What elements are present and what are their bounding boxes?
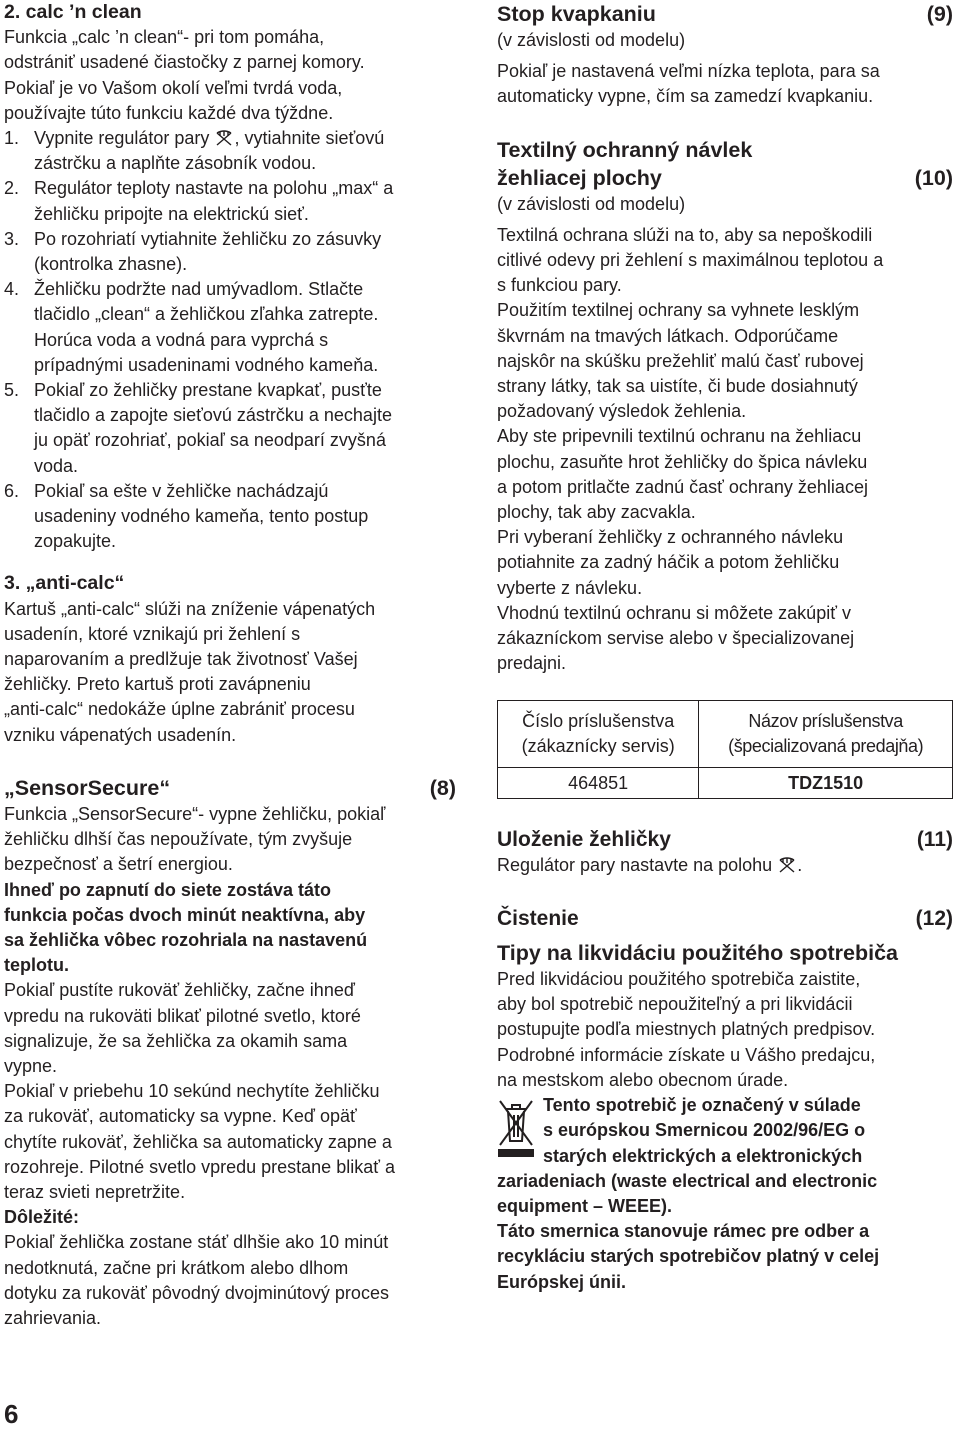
cell-line: (zákaznícky servis): [521, 736, 675, 757]
step-text-part: Vypnite regulátor pary: [34, 128, 215, 149]
step-text-part: , vytiahnite sieťovú: [234, 128, 385, 149]
step-text-part: Pokiaľ zo žehličky prestane kvapkať, pusťte: [34, 380, 382, 401]
cover-p4: [497, 525, 953, 601]
step-6: [4, 479, 456, 555]
step-4: [4, 277, 456, 378]
step-text-part: Horúca voda a vodná para vyprchá s: [34, 329, 329, 350]
step-number: 4.: [4, 279, 20, 300]
important-text: [4, 1230, 456, 1331]
text-line: plochy, tak aby zacvakla.: [497, 502, 696, 523]
text-line: Pokiaľ pustíte rukoväť žehličky, začne ihneď: [4, 980, 355, 1001]
step-text: [34, 378, 456, 479]
step-number: 2.: [4, 178, 20, 199]
step-number: 3.: [4, 228, 20, 249]
cell-line: (špecializovaná predajňa): [728, 736, 924, 757]
text-line: funkcia počas dvoch minút neaktívna, aby: [4, 904, 366, 925]
text-line: používajte túto funkciu každé dva týždne.: [4, 102, 334, 123]
step-3: [4, 227, 456, 277]
sensor-title: „SensorSecure“: [4, 775, 171, 800]
text-line: rozohreje. Pilotné svetlo vpredu prestane blikať a: [4, 1156, 395, 1177]
text-line: potiahnite za zadný háčik a potom žehličku: [497, 552, 840, 573]
sensor-intro: [4, 802, 456, 878]
cell-line: Názov príslušenstva: [748, 711, 903, 732]
text-line: Pokiaľ žehlička zostane stáť dlhšie ako 10 minút: [4, 1232, 389, 1253]
text-line: naparovaním a predlžuje tak životnosť Vašej: [4, 649, 358, 670]
table-row: [498, 768, 953, 799]
cover-title: Textilný ochranný návlek: [497, 137, 753, 162]
cover-heading-line1: [497, 136, 953, 164]
cell-line: Číslo príslušenstva: [522, 711, 675, 732]
text-line: za rukoväť, automaticky sa vypne. Keď opäť: [4, 1106, 357, 1127]
step-text-part: prípadnými usadeninami vodného kameňa.: [34, 354, 379, 375]
text-line: Kartuš „anti-calc“ slúži na zníženie vápenatých: [4, 598, 376, 619]
text-line: Európskej únii.: [497, 1271, 627, 1292]
text-line: škvrnám na tmavých látkach. Odporúčame: [497, 325, 839, 346]
text-line: Funkcia „SensorSecure“- vypne žehličku, pokiaľ: [4, 803, 386, 824]
text-line: na mestskom alebo obecnom úrade.: [497, 1069, 789, 1090]
step-text-part: Pokiaľ sa ešte v žehličke nachádzajú: [34, 480, 329, 501]
step-text-part: Po rozohriatí vytiahnite žehličku zo zásuvky: [34, 228, 382, 249]
text-line: Pred likvidáciou použitého spotrebiča zaistite,: [497, 969, 861, 990]
step-text-part: zopakujte.: [34, 531, 117, 552]
storage-text: [497, 853, 953, 878]
sensor-heading: [4, 774, 456, 802]
step-text: [34, 479, 456, 555]
cleaning-title: Čistenie: [497, 906, 579, 930]
table-header-cell: [498, 701, 699, 768]
calc-clean-intro: [4, 25, 456, 126]
calc-clean-heading: 2. calc ’n clean: [4, 1, 142, 23]
drip-heading: [497, 0, 953, 28]
right-column: [497, 0, 953, 1295]
text-line: Pokiaľ je vo Vašom okolí veľmi tvrdá voda,: [4, 77, 343, 98]
text-line: s funkciou pary.: [497, 275, 622, 296]
drip-model-note: (v závislosti od modelu): [497, 30, 686, 50]
cleaning-heading: [497, 906, 953, 931]
text-line: a potom pritlačte zadnú časť ochrany žehliacej: [497, 476, 868, 497]
anti-calc-heading: 3. „anti-calc“: [4, 572, 125, 595]
cover-number: (10): [914, 165, 953, 190]
step-5: [4, 378, 456, 479]
step-text-part: zástrčku a naplňte zásobník vodou.: [34, 153, 317, 174]
text-line: Tento spotrebič je označený v súlade: [543, 1095, 861, 1116]
text-line: Pri vyberaní žehličky z ochranného návleku: [497, 527, 844, 548]
text-line: vpredu na rukoväti blikať pilotné svetlo, ktoré: [4, 1005, 361, 1026]
text-line: zahrievania.: [4, 1307, 102, 1328]
text-line: recykláciu starých spotrebičov platný v celej: [497, 1246, 880, 1267]
step-text: [34, 176, 456, 226]
text-line: nedotknutá, začne pri krátkom alebo dlhom: [4, 1257, 349, 1278]
cover-p1: [497, 223, 953, 299]
text-part: .: [797, 854, 803, 875]
text-line: Textilná ochrana slúži na to, aby sa nepoškodili: [497, 224, 873, 245]
disposal-final: [497, 1219, 953, 1295]
text-line: equipment – WEEE).: [497, 1195, 673, 1216]
text-line: automaticky vypne, čím sa zamedzí kvapkaniu.: [497, 86, 874, 107]
disposal-title: Tipy na likvidáciu použitého spotrebiča: [497, 941, 899, 966]
table-cell: TDZ1510: [699, 768, 953, 799]
text-line: žehličky. Preto kartuš proti zavápneniu: [4, 674, 311, 695]
step-text: [34, 227, 456, 277]
text-line: „anti-calc“ nedokáže úplne zabrániť procesu: [4, 699, 355, 720]
anti-calc-text: [4, 597, 456, 748]
step-text-part: žehličku pripojte na elektrickú sieť.: [34, 203, 309, 224]
text-line: bezpečnosť a šetrí energiou.: [4, 854, 233, 875]
sensor-para2: [4, 978, 456, 1079]
step-text-part: voda.: [34, 455, 79, 476]
calc-clean-steps: [4, 126, 456, 554]
text-line: dotyku za rukoväť pôvodný dvojminútový proces: [4, 1282, 389, 1303]
step-text-part: (kontrolka zhasne).: [34, 254, 188, 275]
text-line: Podrobné informácie získate u Vášho predajcu,: [497, 1044, 876, 1065]
text-line: Aby ste pripevnili textilnú ochranu na žehliacu: [497, 426, 862, 447]
text-line: Použitím textilnej ochrany sa vyhnete lesklým: [497, 300, 860, 321]
accessory-table: [497, 700, 953, 799]
text-line: chytíte rukoväť, žehlička sa automaticky zapne a: [4, 1131, 392, 1152]
step-number: 5.: [4, 380, 20, 401]
sensor-bold-note: [4, 878, 456, 979]
steam-off-icon: [214, 129, 234, 147]
page-number: 6: [4, 1399, 19, 1429]
text-line: signalizuje, že sa žehlička za okamih sama: [4, 1030, 348, 1051]
sensor-para3: [4, 1079, 456, 1205]
text-line: strany látky, tak sa uistíte, či bude dosiahnutý: [497, 376, 858, 397]
text-line: Funkcia „calc ’n clean“- pri tom pomáha,: [4, 27, 325, 48]
text-line: odstrániť usadené čiastočky z parnej komory.: [4, 52, 365, 73]
text-line: vyberte z návleku.: [497, 577, 643, 598]
text-line: Pokiaľ v priebehu 10 sekúnd nechytíte žehličku: [4, 1081, 380, 1102]
step-text-part: ju opäť rozohriať, pokiaľ sa neodparí zvyšná: [34, 430, 386, 451]
text-line: Vhodnú textilnú ochranu si môžete zakúpiť v: [497, 602, 851, 623]
text-line: Táto smernica stanovuje rámec pre odber a: [497, 1221, 870, 1242]
text-line: teraz svieti nepretržite.: [4, 1181, 186, 1202]
drip-title: Stop kvapkaniu: [497, 2, 656, 26]
sensor-number: (8): [429, 775, 456, 800]
step-text-part: tlačidlo „clean“ a žehličkou zľahka zatrepte.: [34, 304, 379, 325]
cover-p3: [497, 424, 953, 525]
step-text-part: Regulátor teploty nastavte na polohu „max“ a: [34, 178, 394, 199]
step-text-part: usadeniny vodného kameňa, tento postup: [34, 506, 369, 527]
left-column: [4, 0, 456, 1331]
important-label: Dôležité:: [4, 1207, 80, 1228]
text-line: plochu, zasuňte hrot žehličky do špica návleku: [497, 451, 868, 472]
step-2: [4, 176, 456, 226]
text-line: postupujte podľa miestnych platných predpisov.: [497, 1019, 876, 1040]
storage-title: Uloženie žehličky: [497, 828, 671, 852]
cleaning-number: (12): [915, 906, 953, 930]
text-line: aby bol spotrebič nepoužiteľný a pri likvidácii: [497, 994, 853, 1015]
text-line: citlivé odevy pri žehlení s maximálnou teplotou a: [497, 250, 884, 271]
text-line: predajni.: [497, 653, 567, 674]
storage-number: (11): [916, 828, 953, 852]
text-line: starých elektrických a elektronických: [543, 1145, 863, 1166]
cover-p2: [497, 298, 953, 424]
step-1: [4, 126, 456, 176]
text-line: Ihneď po zapnutí do siete zostáva táto: [4, 879, 331, 900]
cover-heading-line2: [497, 164, 953, 192]
cover-p5: [497, 601, 953, 677]
text-line: žehličku dlhší čas nepoužívate, tým zvyšuje: [4, 829, 353, 850]
step-text-part: Žehličku podržte nad umývadlom. Stlačte: [34, 279, 364, 300]
text-line: sa žehlička vôbec rozohriala na nastavenú: [4, 929, 368, 950]
table-header-row: [498, 701, 953, 768]
text-line: vzniku vápenatých usadenín.: [4, 724, 237, 745]
table-cell: 464851: [498, 768, 699, 799]
text-line: s európskou Smernicou 2002/96/EG o: [543, 1120, 866, 1141]
table-header-cell: [699, 701, 953, 768]
text-line: teplotu.: [4, 955, 69, 976]
disposal-heading: [497, 939, 953, 967]
disposal-text: [497, 967, 953, 1093]
cover-model-note: (v závislosti od modelu): [497, 193, 686, 214]
storage-heading: [497, 827, 953, 852]
text-line: požadovaný výsledok žehlenia.: [497, 401, 747, 422]
weee-block: [497, 1093, 953, 1219]
text-line: najskôr na skúšku prežehliť malú časť rubovej: [497, 350, 864, 371]
step-text-part: tlačidlo a zapojte sieťovú zástrčku a nechajte: [34, 405, 392, 426]
crossed-bin-icon: [497, 1097, 535, 1159]
cover-title-cont: žehliacej plochy: [497, 165, 662, 190]
step-number: 1.: [4, 128, 20, 149]
text-line: vypne.: [4, 1055, 58, 1076]
step-text: [34, 277, 456, 378]
text-part: Regulátor pary nastavte na polohu: [497, 854, 778, 875]
text-line: Pokiaľ je nastavená veľmi nízka teplota, para sa: [497, 61, 880, 82]
step-text: [34, 126, 456, 176]
text-line: zákazníckom servise alebo v špecializovanej: [497, 628, 855, 649]
text-line: zariadeniach (waste electrical and electronic: [497, 1170, 878, 1191]
drip-number: (9): [926, 2, 953, 26]
steam-off-icon: [777, 856, 797, 874]
step-number: 6.: [4, 480, 20, 501]
text-line: usadenín, ktoré vznikajú pri žehlení s: [4, 623, 301, 644]
